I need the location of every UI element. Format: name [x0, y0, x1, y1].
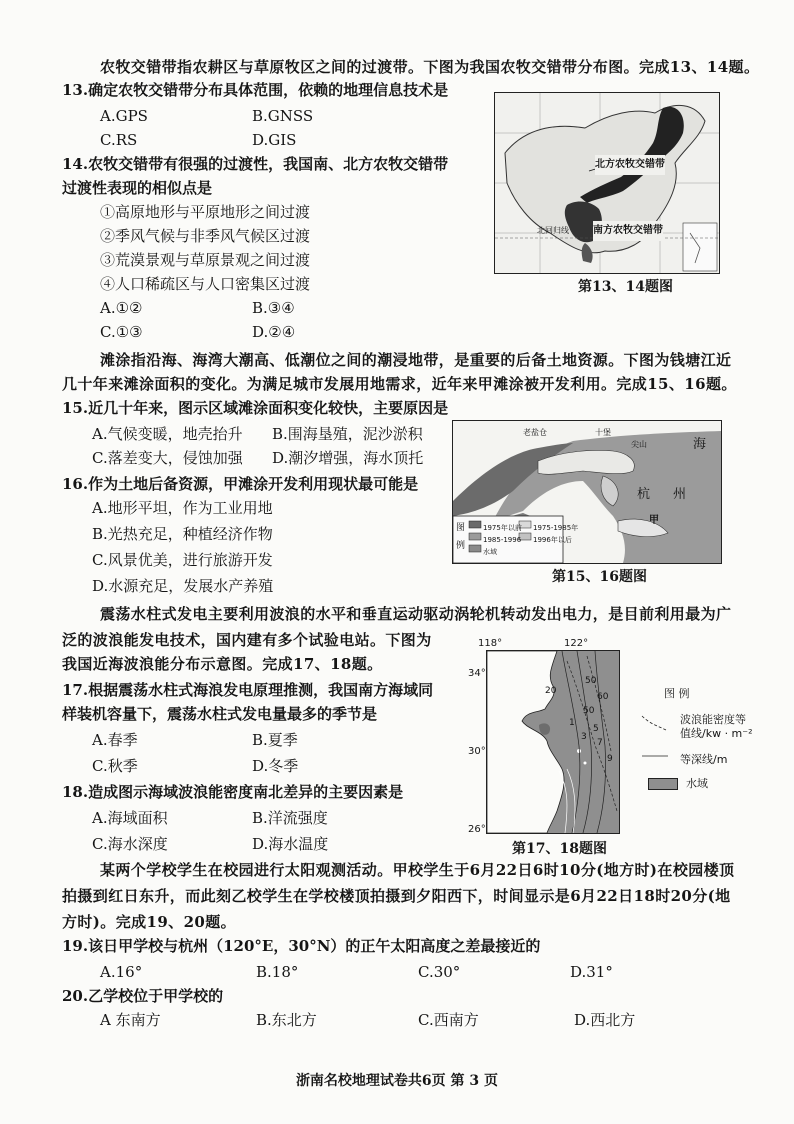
q13-option-a: A.GPS	[100, 107, 148, 125]
label-jia: 甲	[649, 515, 659, 526]
q20-option-c: C.西南方	[418, 1011, 479, 1029]
north-ecotone-label: 北方农牧交错带	[595, 155, 665, 175]
depth-legend-icon	[640, 750, 670, 762]
q17-option-b: B.夏季	[252, 731, 298, 749]
q14-option-b: B.③④	[252, 299, 295, 317]
depth-label-60: 60	[597, 692, 609, 702]
iso-label-3: 3	[581, 732, 587, 742]
lon-118-label: 118°	[478, 638, 503, 649]
q14-statement-3: ③荒漠景观与草原景观之间过渡	[100, 251, 311, 269]
q15-option-b: B.围海垦殖，泥沙淤积	[272, 425, 423, 443]
figure-13-14-map	[494, 92, 720, 274]
q13-option-b: B.GNSS	[252, 107, 314, 125]
q14-statement-4: ④人口稀疏区与人口密集区过渡	[100, 275, 311, 293]
intro-15-16-line1: 滩涂指沿海、海湾大潮高、低潮位之间的潮浸地带，是重要的后备土地资源。下图为钱塘江近	[100, 351, 732, 369]
label-sea: 海	[693, 437, 707, 452]
intro-19-20-line3: 方时)。完成19、20题。	[62, 913, 237, 931]
figure-17-18-map	[486, 650, 620, 834]
q16-stem: 16.作为土地后备资源，甲滩涂开发利用现状最可能是	[62, 475, 419, 493]
q13-option-c: C.RS	[100, 131, 138, 149]
q20-option-d: D.西北方	[574, 1011, 636, 1029]
q17-stem-2: 样装机容量下，震荡水柱式发电量最多的季节是	[62, 705, 378, 723]
q15-option-d: D.潮汐增强，海水顶托	[272, 449, 424, 467]
legend-1975-1985: 1975-1985年	[533, 524, 579, 532]
q17-option-d: D.冬季	[252, 757, 299, 775]
q14-option-a: A.①②	[100, 299, 143, 317]
intro-13-14: 农牧交错带指农耕区与草原牧区之间的过渡带。下图为我国农牧交错带分布图。完成13、14题。	[100, 58, 760, 76]
label-hang: 杭	[637, 487, 651, 502]
q17-stem-1: 17.根据震荡水柱式海浪发电原理推测，我国南方海域同	[62, 681, 434, 699]
iso-label-1: 1	[569, 718, 575, 728]
q20-stem: 20.乙学校位于甲学校的	[62, 987, 224, 1005]
south-ecotone-label: 南方农牧交错带	[593, 221, 663, 241]
legend-title: 图例	[456, 523, 466, 551]
figure-13-14-caption: 第13、14题图	[578, 279, 673, 295]
q15-option-c: C.落差变大，侵蚀加强	[92, 449, 243, 467]
water-legend-swatch	[648, 778, 678, 790]
page-footer: 浙南名校地理试卷共6页 第 3 页	[295, 1073, 499, 1089]
q19-option-a: A.16°	[100, 963, 143, 981]
intro-19-20-line2: 拍摄到红日东升，而此刻乙校学生在学校楼顶拍摄到夕阳西下，时间显示是6月22日18时20分(地	[62, 887, 731, 905]
intro-19-20-line1: 某两个学校学生在校园进行太阳观测活动。甲校学生于6月22日6时10分(地方时)在校园楼顶	[100, 861, 735, 879]
q14-option-c: C.①③	[100, 323, 143, 341]
place-jianshan: 尖山	[631, 440, 647, 449]
q17-option-a: A.春季	[92, 731, 138, 749]
lat-26-label: 26°	[468, 824, 486, 835]
q18-option-c: C.海水深度	[92, 835, 168, 853]
lon-122-label: 122°	[564, 638, 589, 649]
q18-stem: 18.造成图示海域波浪能密度南北差异的主要因素是	[62, 783, 404, 801]
q16-option-a: A.地形平坦，作为工业用地	[92, 499, 273, 517]
legend-wave-density-2: 值线/kw · m⁻²	[680, 727, 753, 740]
figure-15-16-caption: 第15、16题图	[552, 569, 647, 585]
iso-label-7: 7	[597, 738, 603, 748]
q19-option-b: B.18°	[256, 963, 299, 981]
q20-option-a: A 东南方	[100, 1011, 161, 1029]
q19-option-c: C.30°	[418, 963, 461, 981]
isoline-legend-icon	[640, 712, 670, 742]
q15-option-a: A.气候变暖，地壳抬升	[92, 425, 243, 443]
q13-option-d: D.GIS	[252, 131, 297, 149]
intro-15-16-line2: 几十年来滩涂面积的变化。为满足城市发展用地需求，近年来甲滩涂被开发利用。完成15、16题。	[62, 375, 737, 393]
q16-option-d: D.水源充足，发展水产养殖	[92, 577, 274, 595]
depth-label-20: 20	[545, 686, 557, 696]
iso-label-9: 9	[607, 754, 613, 764]
q14-statement-1: ①高原地形与平原地形之间过渡	[100, 203, 311, 221]
legend-water: 水域	[483, 548, 497, 556]
lat-30-label: 30°	[468, 746, 486, 757]
q17-option-c: C.秋季	[92, 757, 138, 775]
depth-label-50: 50	[585, 676, 597, 686]
q14-option-d: D.②④	[252, 323, 296, 341]
q15-stem: 15.近几十年来，图示区域滩涂面积变化较快，主要原因是	[62, 399, 449, 417]
label-zhou: 州	[673, 487, 687, 502]
figure-15-16-map	[452, 420, 722, 564]
q19-option-d: D.31°	[570, 963, 613, 981]
legend-depth: 等深线/m	[680, 753, 728, 766]
intro-17-18-line1: 震荡水柱式发电主要利用波浪的水平和垂直运动驱动涡轮机转动发出电力，是目前利用最为广	[100, 605, 732, 623]
q18-option-a: A.海域面积	[92, 809, 168, 827]
lat-34-label: 34°	[468, 668, 486, 679]
place-laoyancang: 老盐仓	[523, 428, 547, 437]
q14-stem-1: 14.农牧交错带有很强的过渡性，我国南、北方农牧交错带	[62, 155, 449, 173]
tropic-label: 北回归线	[537, 226, 569, 235]
depth-label-50b: 50	[583, 706, 595, 716]
intro-17-18-line3: 我国近海波浪能分布示意图。完成17、18题。	[62, 655, 383, 673]
q16-option-c: C.风景优美，进行旅游开发	[92, 551, 273, 569]
figure-17-18-caption: 第17、18题图	[512, 841, 607, 857]
q19-stem: 19.该日甲学校与杭州（120°E，30°N）的正午太阳高度之差最接近的	[62, 937, 541, 955]
q13-stem: 13.确定农牧交错带分布具体范围，依赖的地理信息技术是	[62, 81, 449, 99]
legend-wave-density-1: 波浪能密度等	[680, 713, 746, 726]
q14-statement-2: ②季风气候与非季风气候区过渡	[100, 227, 311, 245]
q18-option-d: D.海水温度	[252, 835, 329, 853]
q20-option-b: B.东北方	[256, 1011, 317, 1029]
legend-title-17-18: 图 例	[664, 687, 690, 700]
q16-option-b: B.光热充足，种植经济作物	[92, 525, 273, 543]
q14-stem-2: 过渡性表现的相似点是	[62, 179, 213, 197]
place-shibao: 十堡	[595, 428, 611, 437]
iso-label-5: 5	[593, 724, 599, 734]
q18-option-b: B.洋流强度	[252, 809, 328, 827]
legend-before-1975: 1975年以前	[483, 524, 522, 532]
legend-after-1996: 1996年以后	[533, 536, 572, 544]
intro-17-18-line2: 泛的波浪能发电技术，国内建有多个试验电站。下图为	[62, 631, 432, 649]
legend-1985-1996: 1985-1996	[483, 536, 522, 544]
legend-water-17-18: 水域	[686, 777, 708, 790]
